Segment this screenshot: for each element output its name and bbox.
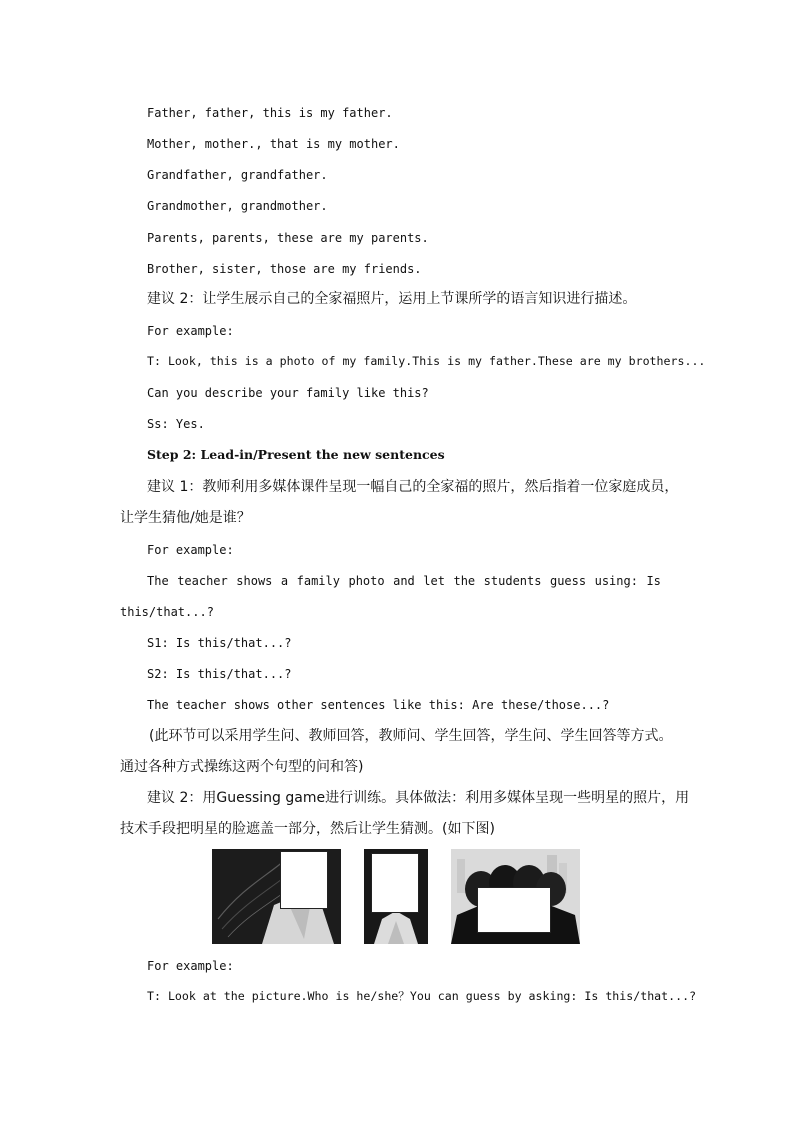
word: teacher bbox=[177, 574, 228, 588]
teacher-dialogue-line: T: Look, this is a photo of my family.This is my father.These are my brothers... bbox=[147, 354, 706, 368]
word: let bbox=[423, 574, 445, 588]
word: guess bbox=[549, 574, 587, 588]
word: and bbox=[393, 574, 415, 588]
text-line-mother: Mother, mother., that is my mother. bbox=[147, 137, 400, 151]
suggestion-2-family-photo: 建议 2：让学生展示自己的全家福照片，运用上节课所学的语言知识进行描述。 bbox=[147, 291, 637, 307]
for-example-label-3: For example: bbox=[147, 959, 234, 973]
text-line-grandmother: Grandmother, grandmother. bbox=[147, 199, 328, 213]
text-line-grandfather: Grandfather, grandfather. bbox=[147, 168, 328, 182]
students-answer-line: Ss: Yes. bbox=[147, 417, 205, 431]
word: The bbox=[147, 574, 169, 588]
practice-note-line-2: 通过各种方式操练这两个句型的问和答) bbox=[120, 759, 364, 775]
word: the bbox=[453, 574, 476, 588]
for-example-label-1: For example: bbox=[147, 324, 234, 338]
teacher-shows-photo-line bbox=[147, 575, 661, 587]
step-2-heading: Step 2: Lead-in/Present the new sentences bbox=[147, 447, 445, 462]
word: students bbox=[483, 574, 542, 588]
describe-family-question: Can you describe your family like this? bbox=[147, 386, 429, 400]
masked-celebrity-photo-icon bbox=[212, 849, 341, 944]
face-cover-mask bbox=[477, 887, 551, 933]
masked-celebrity-photo-icon bbox=[364, 849, 428, 944]
this-that-continuation: this/that...? bbox=[120, 605, 214, 619]
face-cover-mask bbox=[371, 853, 419, 913]
word: family bbox=[296, 574, 340, 588]
other-sentences-line: The teacher shows other sentences like this: Are these/those...? bbox=[147, 698, 610, 712]
masked-group-photo-icon bbox=[451, 849, 580, 944]
text-line-brother-sister: Brother, sister, those are my friends. bbox=[147, 262, 422, 276]
practice-note-line-1: (此环节可以采用学生问、教师回答，教师问、学生回答，学生问、学生回答等方式。 bbox=[149, 728, 673, 744]
word: shows bbox=[236, 574, 273, 588]
suggestion-1-line-1: 建议 1：教师利用多媒体课件呈现一幅自己的全家福的照片，然后指着一位家庭成员， bbox=[147, 479, 679, 495]
text-line-father: Father, father, this is my father. bbox=[147, 106, 393, 120]
word: Is bbox=[646, 574, 661, 588]
word: photo bbox=[348, 574, 385, 588]
suggestion-1-line-2: 让学生猜他/她是谁？ bbox=[120, 510, 251, 526]
word: a bbox=[280, 574, 289, 588]
for-example-label-2: For example: bbox=[147, 543, 234, 557]
student-2-line: S2: Is this/that...? bbox=[147, 667, 292, 681]
guessing-game-line-2: 技术手段把明星的脸遮盖一部分，然后让学生猜测。(如下图) bbox=[120, 821, 495, 837]
student-1-line: S1: Is this/that...? bbox=[147, 636, 292, 650]
face-cover-mask bbox=[280, 851, 328, 909]
word: using: bbox=[594, 574, 638, 588]
text-line-parents: Parents, parents, these are my parents. bbox=[147, 231, 429, 245]
teacher-picture-question: T: Look at the picture.Who is he/she？You can guess by asking: Is this/that...? bbox=[147, 989, 697, 1003]
guessing-game-line-1: 建议 2：用Guessing game进行训练。具体做法：利用多媒体呈现一些明星的照片，用 bbox=[147, 790, 690, 806]
